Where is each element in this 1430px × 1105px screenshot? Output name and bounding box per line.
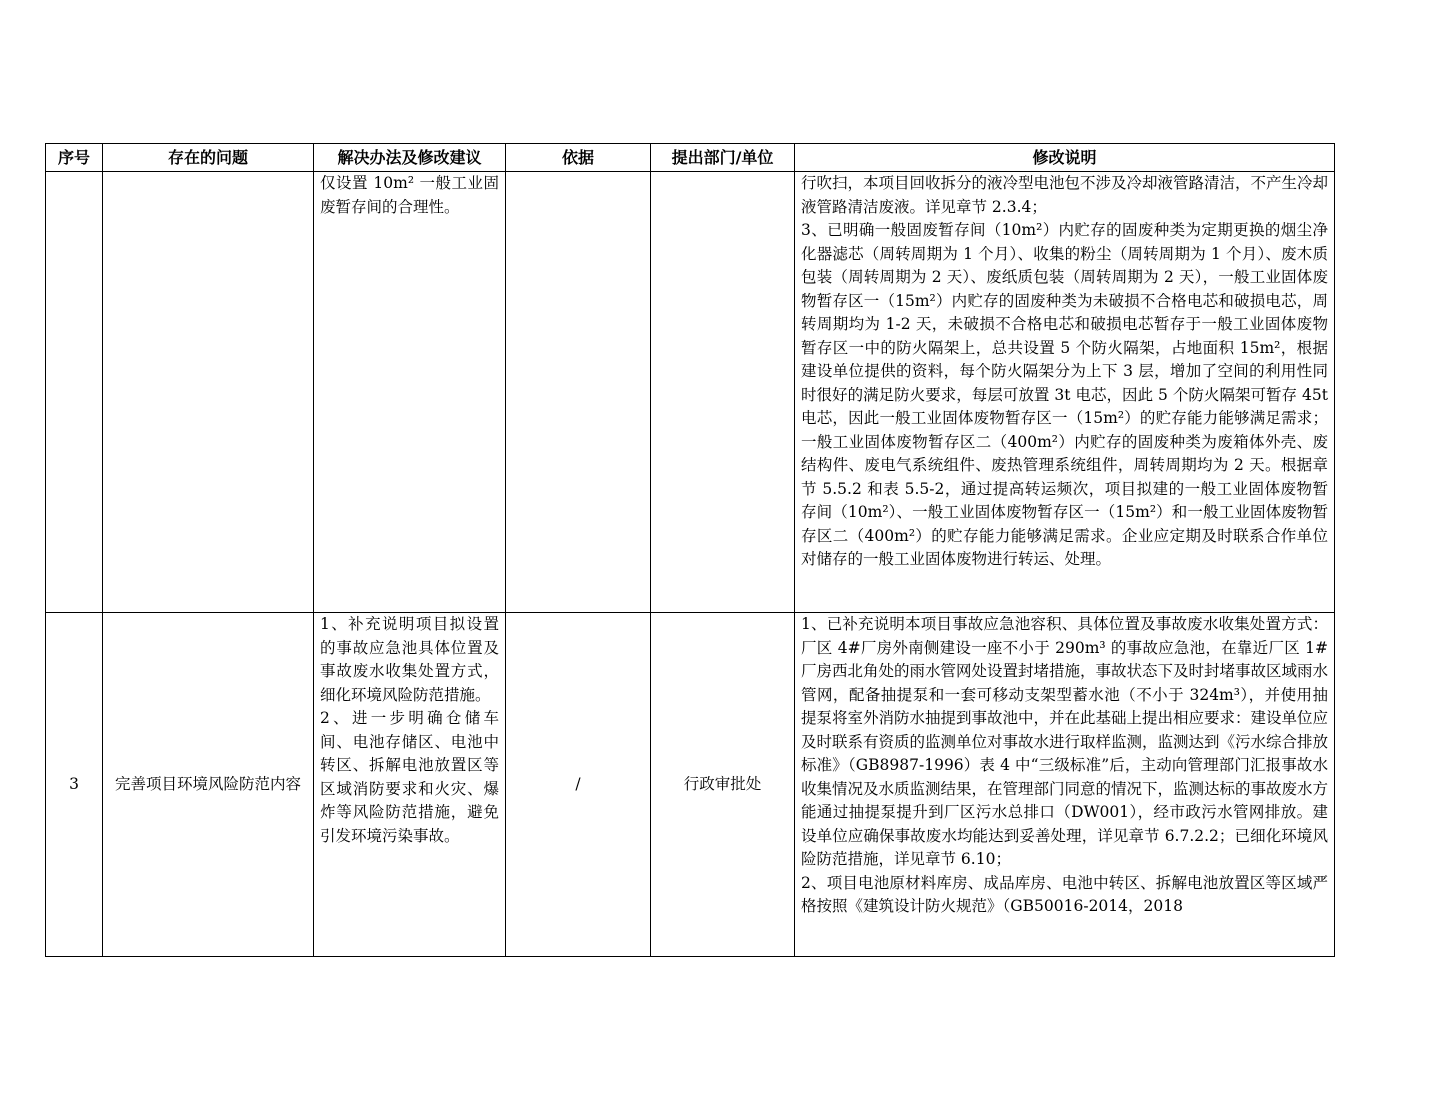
explanation-text: 1、已补充说明本项目事故应急池容积、具体位置及事故废水收集处置方式：厂区 4#厂房外南侧建设一座不小于 290m³ 的事故应急池，在靠近厂区 1#厂房西北角处的雨水管网处设置封堵措施，事故状态下及时封堵事故区域雨水管网，配备抽提泵和一套可移动支架型蓄水池（不小于 324m³），并使用抽提泵将室外消防水抽提到事故池中，并在此基础上提出相应要求：建设单位应及时联系有资质的监测单位对事故水进行取样监测，监测达到《污水综合排放标准》（GB8987-1996）表 4 中“三级标准”后，主动向管理部门汇报事故水收集情况及水质监测结果，在管理部门同意的情况下，监测达标的事故废水方能通过抽提泵提升到厂区污水总排口（DW001），经市政污水管网排放。建设单位应确保事故废水均能达到妥善处理，详见章节 6.7.2.2；已细化环境风险防范措施，详见章节 6.10； 2、项目电池原材料库房、成品库房、电池中转区、拆解电池放置区等区域严格按照《建筑设计防火规范》（GB50016-2014，2018 — [801, 615, 1329, 915]
solution-text: 仅设置 10m² 一般工业固废暂存间的合理性。 — [320, 174, 499, 216]
department-cell — [651, 172, 795, 613]
header-problem: 存在的问题 — [103, 144, 314, 172]
solution-cell — [314, 172, 506, 613]
header-basis: 依据 — [506, 144, 651, 172]
table-row — [46, 172, 1335, 613]
header-explanation: 修改说明 — [795, 144, 1335, 172]
problem-text: 完善项目环境风险防范内容 — [114, 774, 301, 793]
explanation-cell — [795, 613, 1335, 957]
solution-cell — [314, 613, 506, 957]
header-solution: 解决办法及修改建议 — [314, 144, 506, 172]
seq-cell: 3 — [46, 613, 103, 957]
explanation-cell — [795, 172, 1335, 613]
problem-cell — [103, 172, 314, 613]
header-seq: 序号 — [46, 144, 103, 172]
table-row — [46, 613, 1335, 957]
header-department: 提出部门/单位 — [651, 144, 795, 172]
review-table — [45, 143, 1335, 957]
solution-text: 1、补充说明项目拟设置的事故应急池具体位置及事故废水收集处置方式，细化环境风险防范措施。 2、进一步明确仓储车间、电池存储区、电池中转区、拆解电池放置区等区域消防要求和火灾、爆炸等风险防范措施，避免引发环境污染事故。 — [320, 615, 499, 845]
problem-cell — [103, 613, 314, 957]
table-header-row — [46, 144, 1335, 172]
basis-cell: / — [506, 613, 651, 957]
basis-cell — [506, 172, 651, 613]
explanation-text: 行吹扫，本项目回收拆分的液冷型电池包不涉及冷却液管路清洁，不产生冷却液管路清洁废液。详见章节 2.3.4； 3、已明确一般固废暂存间（10m²）内贮存的固废种类为定期更换的烟尘净化器滤芯（周转周期为 1 个月）、收集的粉尘（周转周期为 1 个月）、废木质包装（周转周期为 2 天）、废纸质包装（周转周期为 2 天），一般工业固体废物暂存区一（15m²）内贮存的固废种类为未破损不合格电芯和破损电芯，周转周期均为 1-2 天，未破损不合格电芯和破损电芯暂存于一般工业固体废物暂存区一中的防火隔架上，总共设置 5 个防火隔架，占地面积 15m²，根据建设单位提供的资料，每个防火隔架分为上下 3 层，增加了空间的利用性同时很好的满足防火要求，每层可放置 3t 电芯，因此 5 个防火隔架可暂存 45t 电芯，因此一般工业固体废物暂存区一（15m²）的贮存能力能够满足需求；一般工业固体废物暂存区二（400m²）内贮存的固废种类为废箱体外壳、废结构件、废电气系统组件、废热管理系统组件，周转周期均为 2 天。根据章节 5.5.2 和表 5.5-2，通过提高转运频次，项目拟建的一般工业固体废物暂存间（10m²）、一般工业固体废物暂存区一（15m²）和一般工业固体废物暂存区二（400m²）的贮存能力能够满足需求。企业应定期及时联系合作单位对储存的一般工业固体废物进行转运、处理。 — [801, 174, 1329, 568]
seq-cell — [46, 172, 103, 613]
department-cell: 行政审批处 — [651, 613, 795, 957]
